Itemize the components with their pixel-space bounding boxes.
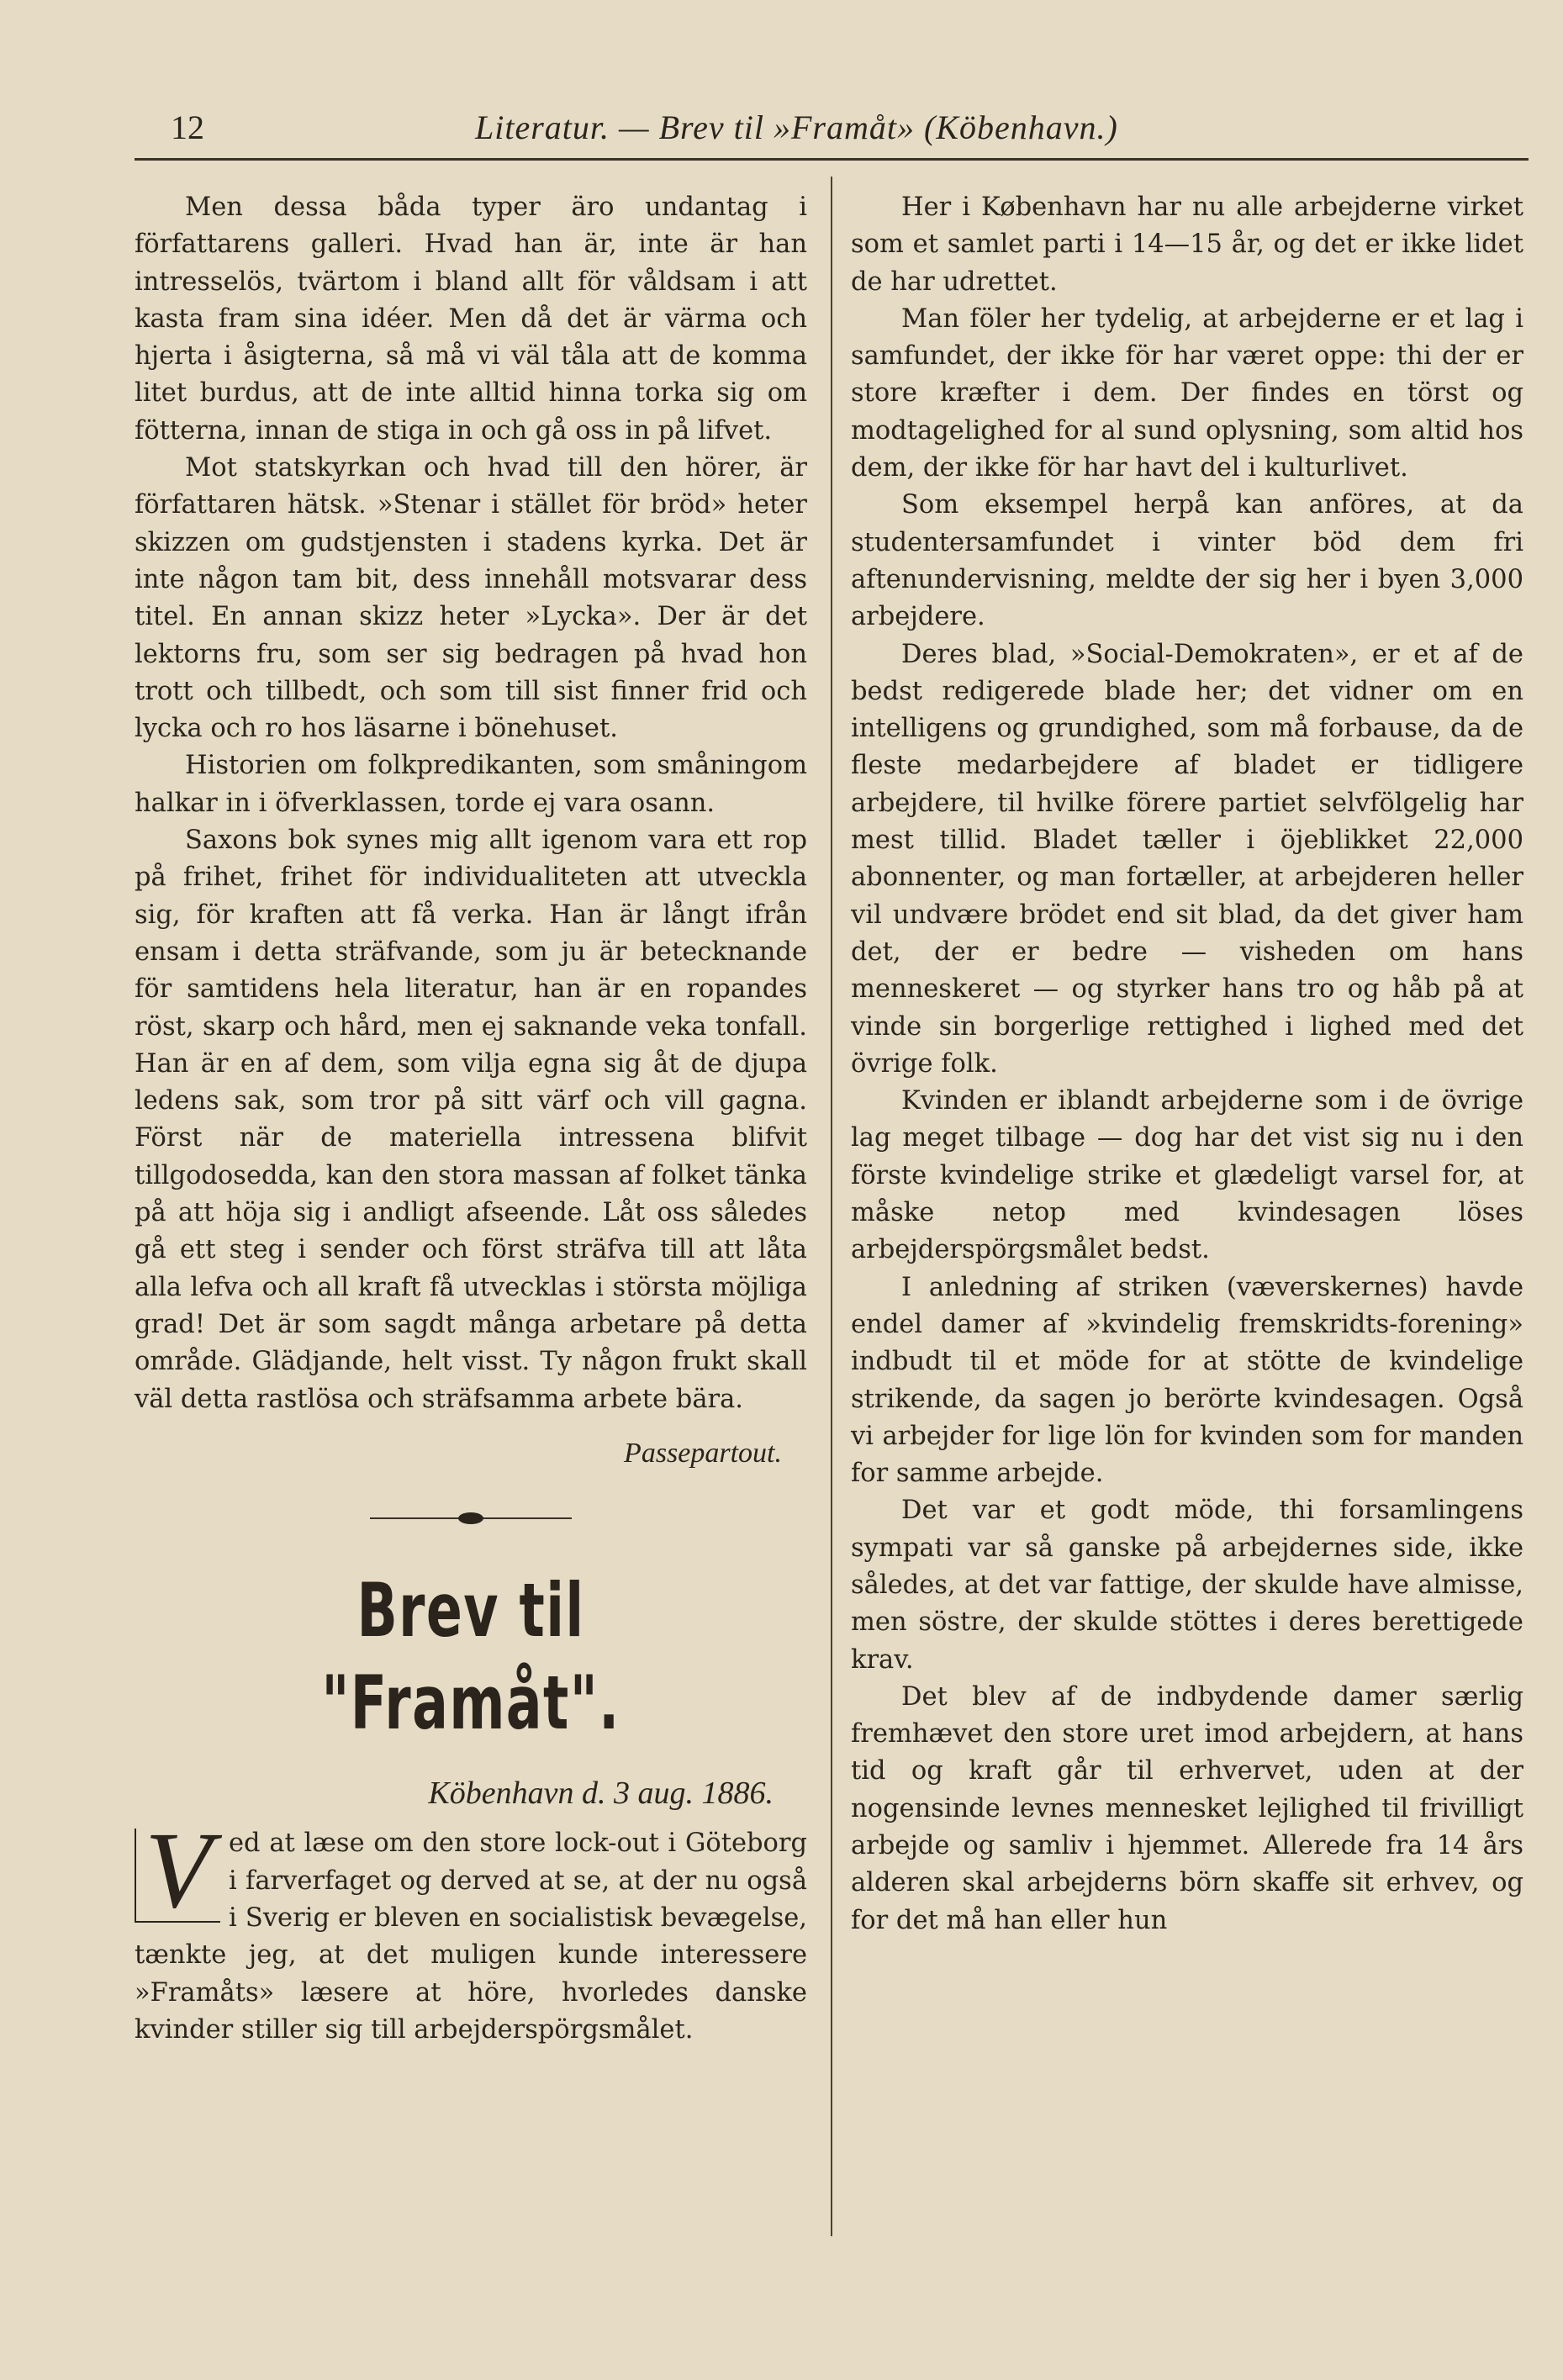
right-paragraph-5: Kvinden er iblandt arbejderne som i de övrige lag meget tilbage — dog har det vist sig nu i den förste kvindelige strike et glædeligt varsel for, at måske netop med kvindesagen löses arbejderspörgsmålet bedst. [851,1086,1523,1265]
right-paragraph-3: Som eksempel herpå kan anföres, at da studentersamfundet i vinter böd dem fri aftenundervisning, meldte der sig her i byen 3,000 arbejdere. [851,490,1523,632]
ornament-mark [458,1512,483,1524]
left-paragraph-3: Historien om folkpredikanten, som småningom halkar in i öfverklassen, torde ej vara osann. [135,751,807,818]
right-paragraph-6: I anledning af striken (væverskernes) havde endel damer af »kvindelig fremskridts-forening» indbudt til et möde for at stötte de kvindelige strikende, da sagen jo berörte kvindesagen. Også vi arbejder for lige lön for kvinden som for manden for samme arbejde. [851,1272,1523,1489]
right-paragraph-1: Her i København har nu alle arbejderne virket som et samlet parti i 14—15 år, og det er ikke lidet de har udrettet. [851,193,1523,297]
drop-cap: V [135,1829,220,1923]
section-ornament [135,1492,807,1543]
letter-opening [135,1810,807,2049]
right-paragraph-8: Det blev af de indbydende damer særlig fremhævet den store uret imod arbejdern, at hans tid og kraft går til erhvervet, uden at der nogensinde levnes mennesket lejlighed til frivilligt arbejde og samliv i hjemmet. Allerede fra 14 års alderen skal arbejderns börn skaffe sit erhvev, og for det må han eller hun [851,1681,1523,1935]
right-column [851,189,1523,1939]
page-number: 12 [171,108,204,146]
left-column [135,189,807,2049]
page-header [0,99,1563,150]
right-paragraph-7: Det var et godt möde, thi forsamlingens sympati var så ganske på arbejdernes side, ikke således, at det var fattige, der skulde have almisse, men söstre, der skulde stöttes i deres berettigede krav. [851,1496,1523,1675]
dateline: Köbenhavn d. 3 aug. 1886. [428,1776,774,1812]
running-title: Literatur. — Brev til »Framåt» (Köbenhavn.) [475,108,1118,146]
right-paragraph-2: Man föler her tydelig, at arbejderne er et lag i samfundet, der ikke för har været oppe: thi der er store kræfter i dem. Der findes en törst og modtagelighed for al sund oplysning, som altid hos dem, der ikke för har havt del i kulturlivet. [851,303,1523,483]
letter-paragraph-1: ed at læse om den store lock-out i Göteborg i farverfaget og derved at se, at der nu også i Sverig er bleven en socialistisk bevægelse, tænkte jeg, at det muligen kunde interessere »Framåts» læsere at höre, hvorledes danske kvinder stiller sig till arbejderspörgsmålet. [135,1829,807,2045]
right-paragraph-4: Deres blad, »Social-Demokraten», er et af de bedst redigerede blade her; det vidner om en intelligens og grundighed, som må forbause, da de fleste medarbejdere af bladet er tidligere arbejdere, til hvilke förere partiet selvfölgelig har mest tillid. Bladet tæller i öjeblikket 22,000 abonnenter, og man fortæller, at arbejderen heller vil undvære brödet end sit blad, da det giver ham det, der er bedre — visheden om hans menneskeret — og styrker hans tro og håb på at vinde sin borgerlige rettighed i lighed med det övrige folk. [851,639,1523,1079]
signature: Passepartout. [624,1437,782,1469]
left-paragraph-2: Mot statskyrkan och hvad till den hörer, är författaren hätsk. »Stenar i stället för bröd» heter skizzen om gudstjensten i stadens kyrka. Det är inte någon tam bit, dess innehåll motsvarar dess titel. En annan skizz heter »Lycka». Der är det lektorns fru, som ser sig bedragen på hvad hon trott och tillbedt, och som till sist finner frid och lycka och ro hos läsarne i bönehuset. [135,453,807,744]
left-paragraph-4: Saxons bok synes mig allt igenom vara ett rop på frihet, frihet för individualiteten att utveckla sig, för kraften att få verka. Han är långt ifrån ensam i detta sträfvande, som ju är betecknande för samtidens hela literatur, han är en ropandes röst, skarp och hård, men ej saknande veka tonfall. Han är en af dem, som vilja egna sig åt de djupa ledens sak, som tror på sitt värf och vill gagna. Först när de materiella intressena blifvit tillgodosedda, kan den stora massan af folket tänka på att höja sig i andligt afseende. Låt oss således gå ett steg i sender och först sträfva till att låta alla lefva och all kraft få utvecklas i största möjliga grad! Det är som sagdt många arbetare på detta område. Glädjande, helt visst. Ty någon frukt skall väl detta rastlösa och sträfsamma arbete bära. [135,826,807,1414]
column-divider [831,177,832,2236]
header-rule [135,158,1529,161]
left-paragraph-1: Men dessa båda typer äro undantag i författarens galleri. Hvad han är, inte är han intresselös, tvärtom i bland allt för våldsam i att kasta fram sina idéer. Men då det är värma och hjerta i åsigterna, så må vi väl tåla att de komma litet burdus, att de inte alltid hinna torka sig om fötterna, innan de stiga in och gå oss in på lifvet. [135,193,807,446]
section-title: Brev til "Framåt". [321,1567,620,1747]
